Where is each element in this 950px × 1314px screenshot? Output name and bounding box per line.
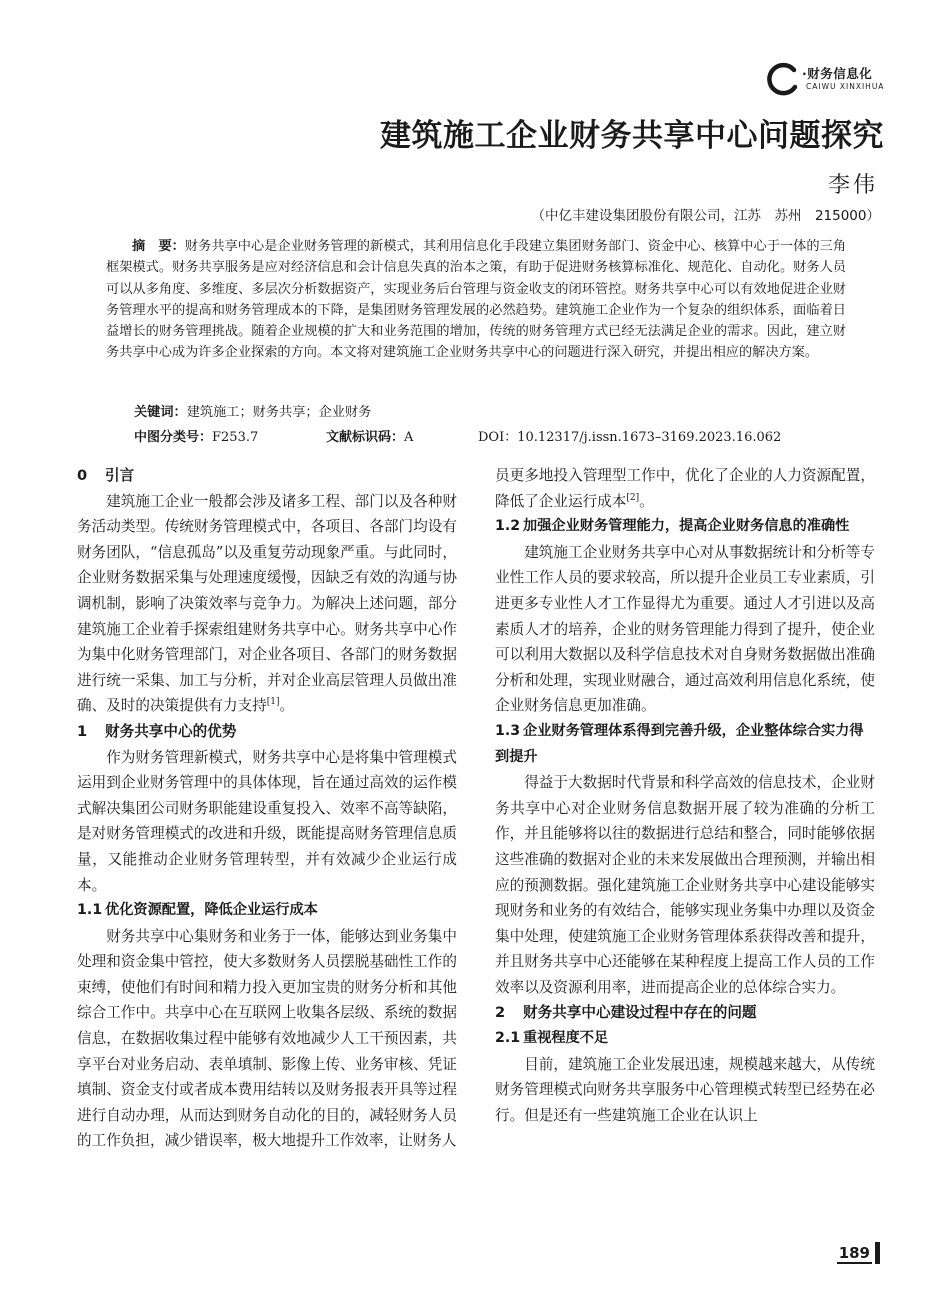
article-title: 建筑施工企业财务共享中心问题探究 [380, 118, 884, 154]
doc-code-value: A [404, 430, 414, 445]
magazine-name: ·财务信息化 [802, 66, 873, 81]
magazine-pinyin: CAIWU XINXIHUA [806, 82, 885, 91]
doi: DOI：10.12317/j.issn.1673–3169.2023.16.062 [478, 430, 782, 445]
keywords-text: 建筑施工；财务共享；企业财务 [186, 405, 372, 420]
left-column [77, 463, 457, 1154]
section-1-2-heading: 1.2 加强企业财务管理能力，提高企业财务信息的准确性 [495, 518, 850, 535]
abstract-label: 摘 要： [132, 239, 185, 254]
classification-line [134, 426, 834, 445]
section-1-2-paragraph: 建筑施工企业财务共享中心对从事数据统计和分析等专业性工作人员的要求较高，所以提升企业员工专业素质，引进更多专业性人才工作显得尤为重要。通过人才引进以及高素质人才的培养，企业的财务管理能力得到了提升，使企业可以利用大数据以及科学信息技术对自身财务数据做出准确分析和处理，实现业财融合，通过高效利用信息化系统，使企业财务信息更加准确。 [495, 543, 875, 715]
section-2-1-heading: 2.1 重视程度不足 [495, 1030, 609, 1047]
clc-value: F253.7 [212, 430, 259, 445]
abstract [106, 236, 846, 364]
section-2-heading: 2 财务共享中心建设过程中存在的问题 [495, 1004, 757, 1022]
magazine-c-logo-icon [766, 62, 800, 96]
abstract-text: 财务共享中心是企业财务管理的新模式，其利用信息化手段建立集团财务部门、资金中心、核算中心于一体的三角框架模式。财务共享服务是应对经济信息和会计信息失真的治本之策，有助于促进财务核算标准化、规范化、自动化。财务人员可以从多角度、多维度、多层次分析数据资产，实现业务后台管理与资金收支的闭环管控。财务共享中心可以有效地促进企业财务管理水平的提高和财务管理成本的下降，是集团财务管理发展的必然趋势。建筑施工企业作为一个复杂的组织体系，面临着日益增长的财务管理挑战。随着企业规模的扩大和业务范围的增加，传统的财务管理方式已经无法满足企业的需求。因此，建立财务共享中心成为许多企业探索的方向。本文将对建筑施工企业财务共享中心的问题进行深入研究，并提出相应的解决方案。 [106, 239, 847, 361]
section-1-heading: 1 财务共享中心的优势 [77, 722, 237, 740]
section-0-heading: 0 引言 [77, 467, 135, 484]
section-0-paragraph: 建筑施工企业一般都会涉及诸多工程、部门以及各种财务活动类型。传统财务管理模式中，各项目、各部门均设有财务团队，“信息孤岛”以及重复劳动现象严重。与此同时，企业财务数据采集与处理速度缓慢，因缺乏有效的沟通与协调机制，影响了决策效率与竞争力。为解决上述问题，部分建筑施工企业着手探索组建财务共享中心。财务共享中心作为集中化财务管理部门，对企业各项目、各部门的财务数据进行统一采集、加工与分析，并对企业高层管理人员做出准确、及时的决策提供有力支持[1]。 [77, 492, 457, 715]
magazine-logo [766, 62, 906, 102]
keywords [134, 401, 371, 420]
clc-label: 中图分类号： [134, 430, 213, 445]
section-1-1-heading: 1.1 优化资源配置，降低企业运行成本 [77, 902, 318, 919]
right-column [495, 463, 875, 1128]
keywords-label: 关键词： [134, 405, 187, 420]
article-author: 李伟 [827, 173, 878, 198]
section-2-1-paragraph: 目前，建筑施工企业发展迅速，规模越来越大，从传统财务管理模式向财务共享服务中心管理模式转型已经势在必行。但是还有一些建筑施工企业在认识上 [495, 1055, 875, 1124]
section-1-1-paragraph: 财务共享中心集财务和业务于一体，能够达到业务集中处理和资金集中管控，使大多数财务人员摆脱基础性工作的束缚，使他们有时间和精力投入更加宝贵的财务分析和其他综合工作中。共享中心在互联网上收集各层级、系统的数据信息，在数据收集过程中能够有效地减少人工干预因素，共享平台对业务启动、表单填制、影像上传、业务审核、凭证填制、资金支付或者成本费用结转以及财务报表开具等过程进行自动办理，从而达到财务自动化的目的，减轻财务人员的工作负担，减少错误率，极大地提升工作效率，让财务人 [77, 927, 457, 1150]
section-1-1-paragraph-continued: 员更多地投入管理型工作中，优化了企业的人力资源配置，降低了企业运行成本[2]。 [495, 467, 875, 510]
section-1-3-heading: 1.3 企业财务管理体系得到完善升级，企业整体综合实力得到提升 [495, 722, 864, 765]
section-1-paragraph: 作为财务管理新模式，财务共享中心是将集中管理模式运用到企业财务管理中的具体体现，旨在通过高效的运作模式解决集团公司财务职能建设重复投入、效率不高等缺陷，是对财务管理模式的改进和升级，既能提高财务管理信息质量，又能推动企业财务管理转型，并有效减少企业运行成本。 [77, 748, 457, 894]
page-number: 189 [838, 1244, 870, 1262]
reference-1: [1] [266, 697, 280, 708]
doc-code-label: 文献标识码： [326, 430, 405, 445]
reference-2: [2] [626, 492, 640, 503]
author-affiliation: （中亿丰建设集团股份有限公司，江苏 苏州 215000） [531, 208, 880, 224]
section-1-3-paragraph: 得益于大数据时代背景和科学高效的信息技术，企业财务共享中心对企业财务信息数据开展了较为准确的分析工作，并且能够将以往的数据进行总结和整合，同时能够依据这些准确的数据对企业的未来发展做出合理预测，并输出相应的预测数据。强化建筑施工企业财务共享中心建设能够实现财务和业务的有效结合，能够实现业务集中办理以及资金集中处理，使建筑施工企业财务管理体系获得改善和提升，并且财务共享中心还能够在某种程度上提高工作人员的工作效率以及资源利用率，进而提高企业的总体综合实力。 [495, 774, 875, 996]
